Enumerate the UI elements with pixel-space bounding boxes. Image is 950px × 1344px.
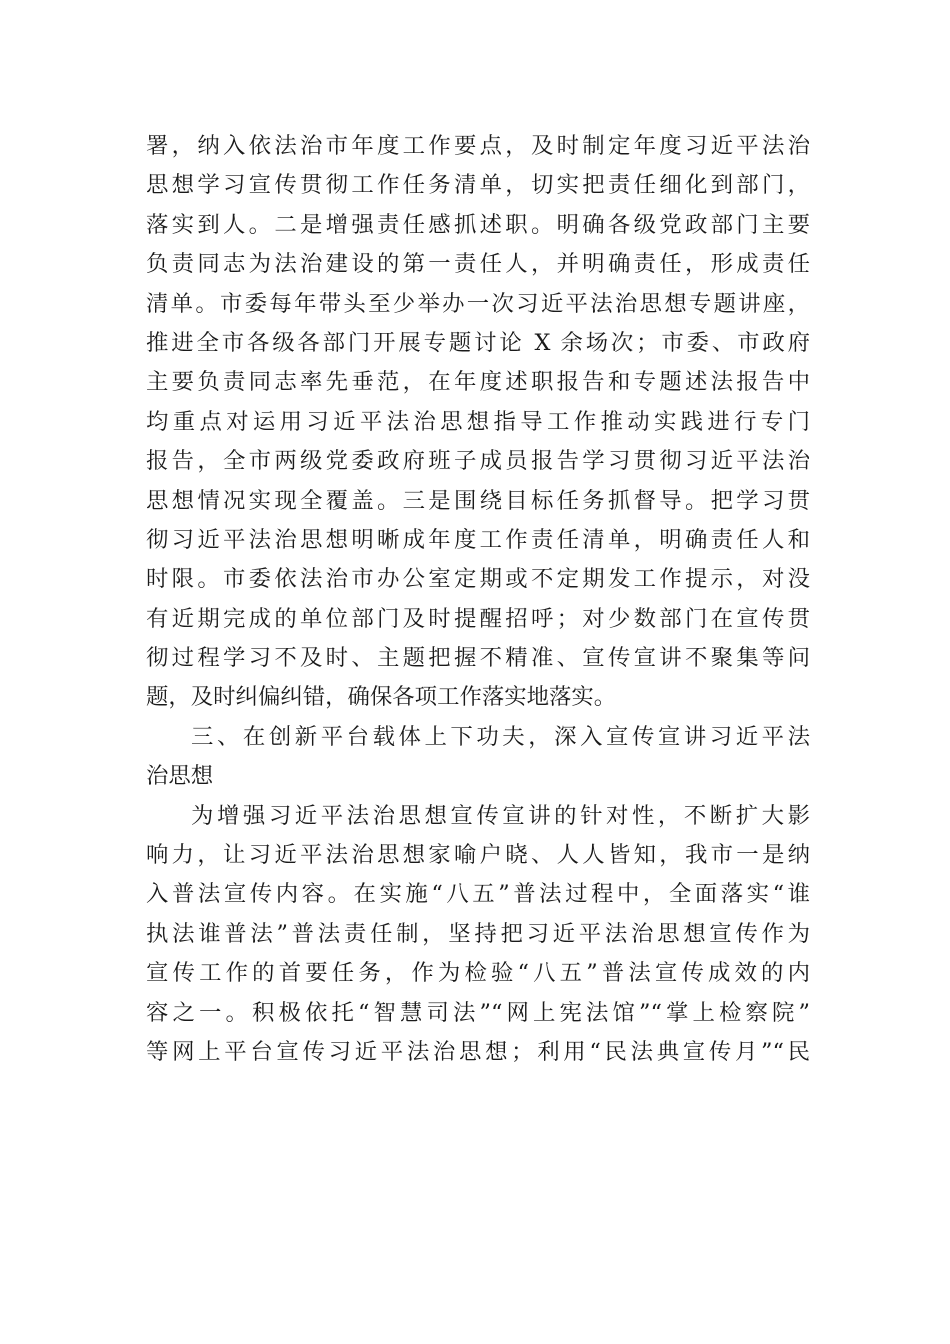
text-line: 思想学习宣传贯彻工作任务清单，切实把责任细化到部门， [146,172,810,199]
text-line: 宣传工作的首要任务，作为检验“八五”普法宣传成效的内 [146,960,810,987]
text-line: 署，纳入依法治市年度工作要点，及时制定年度习近平法治 [146,133,810,159]
text-line: 主要负责同志率先垂范，在年度述职报告和专题述法报告中 [146,369,810,396]
text-line: 为增强习近平法治思想宣传宣讲的针对性，不断扩大影 [191,802,810,829]
document-body [146,127,810,1072]
text-line: 入普法宣传内容。在实施“八五”普法过程中，全面落实“谁 [146,881,810,908]
text-line: 报告，全市两级党委政府班子成员报告学习贯彻习近平法治 [146,448,810,475]
heading-line: 三、在创新平台载体上下功夫，深入宣传宣讲习近平法 [191,723,810,750]
text-line: 推进全市各级各部门开展专题讨论 X 余场次；市委、市政府 [146,329,810,356]
text-line: 清单。市委每年带头至少举办一次习近平法治思想专题讲座， [146,290,810,317]
text-line: 执法谁普法”普法责任制，坚持把习近平法治思想宣传作为 [146,920,810,947]
heading-line: 治思想 [146,763,214,790]
text-line: 时限。市委依法治市办公室定期或不定期发工作提示，对没 [146,566,810,593]
text-line: 等网上平台宣传习近平法治思想；利用“民法典宣传月”“民 [146,1038,810,1065]
text-line: 有近期完成的单位部门及时提醒招呼；对少数部门在宣传贯 [146,605,810,632]
text-line: 容之一。积极依托“智慧司法”“网上宪法馆”“掌上检察院” [146,999,810,1026]
text-line: 彻过程学习不及时、主题把握不精准、宣传宣讲不聚集等问 [146,645,810,672]
text-line: 题，及时纠偏纠错，确保各项工作落实地落实。 [146,684,617,711]
text-line: 彻习近平法治思想明晰成年度工作责任清单，明确责任人和 [146,526,810,553]
text-line: 均重点对运用习近平法治思想指导工作推动实践进行专门 [146,408,810,435]
text-line: 落实到人。二是增强责任感抓述职。明确各级党政部门主要 [146,211,810,238]
text-line: 响力，让习近平法治思想家喻户晓、人人皆知，我市一是纳 [146,842,810,869]
text-line: 思想情况实现全覆盖。三是围绕目标任务抓督导。把学习贯 [146,487,810,514]
paragraph-1 [146,127,810,718]
text-line: 负责同志为法治建设的第一责任人，并明确责任，形成责任 [146,251,810,278]
paragraph-2 [146,797,810,1073]
section-heading-3 [146,718,810,797]
